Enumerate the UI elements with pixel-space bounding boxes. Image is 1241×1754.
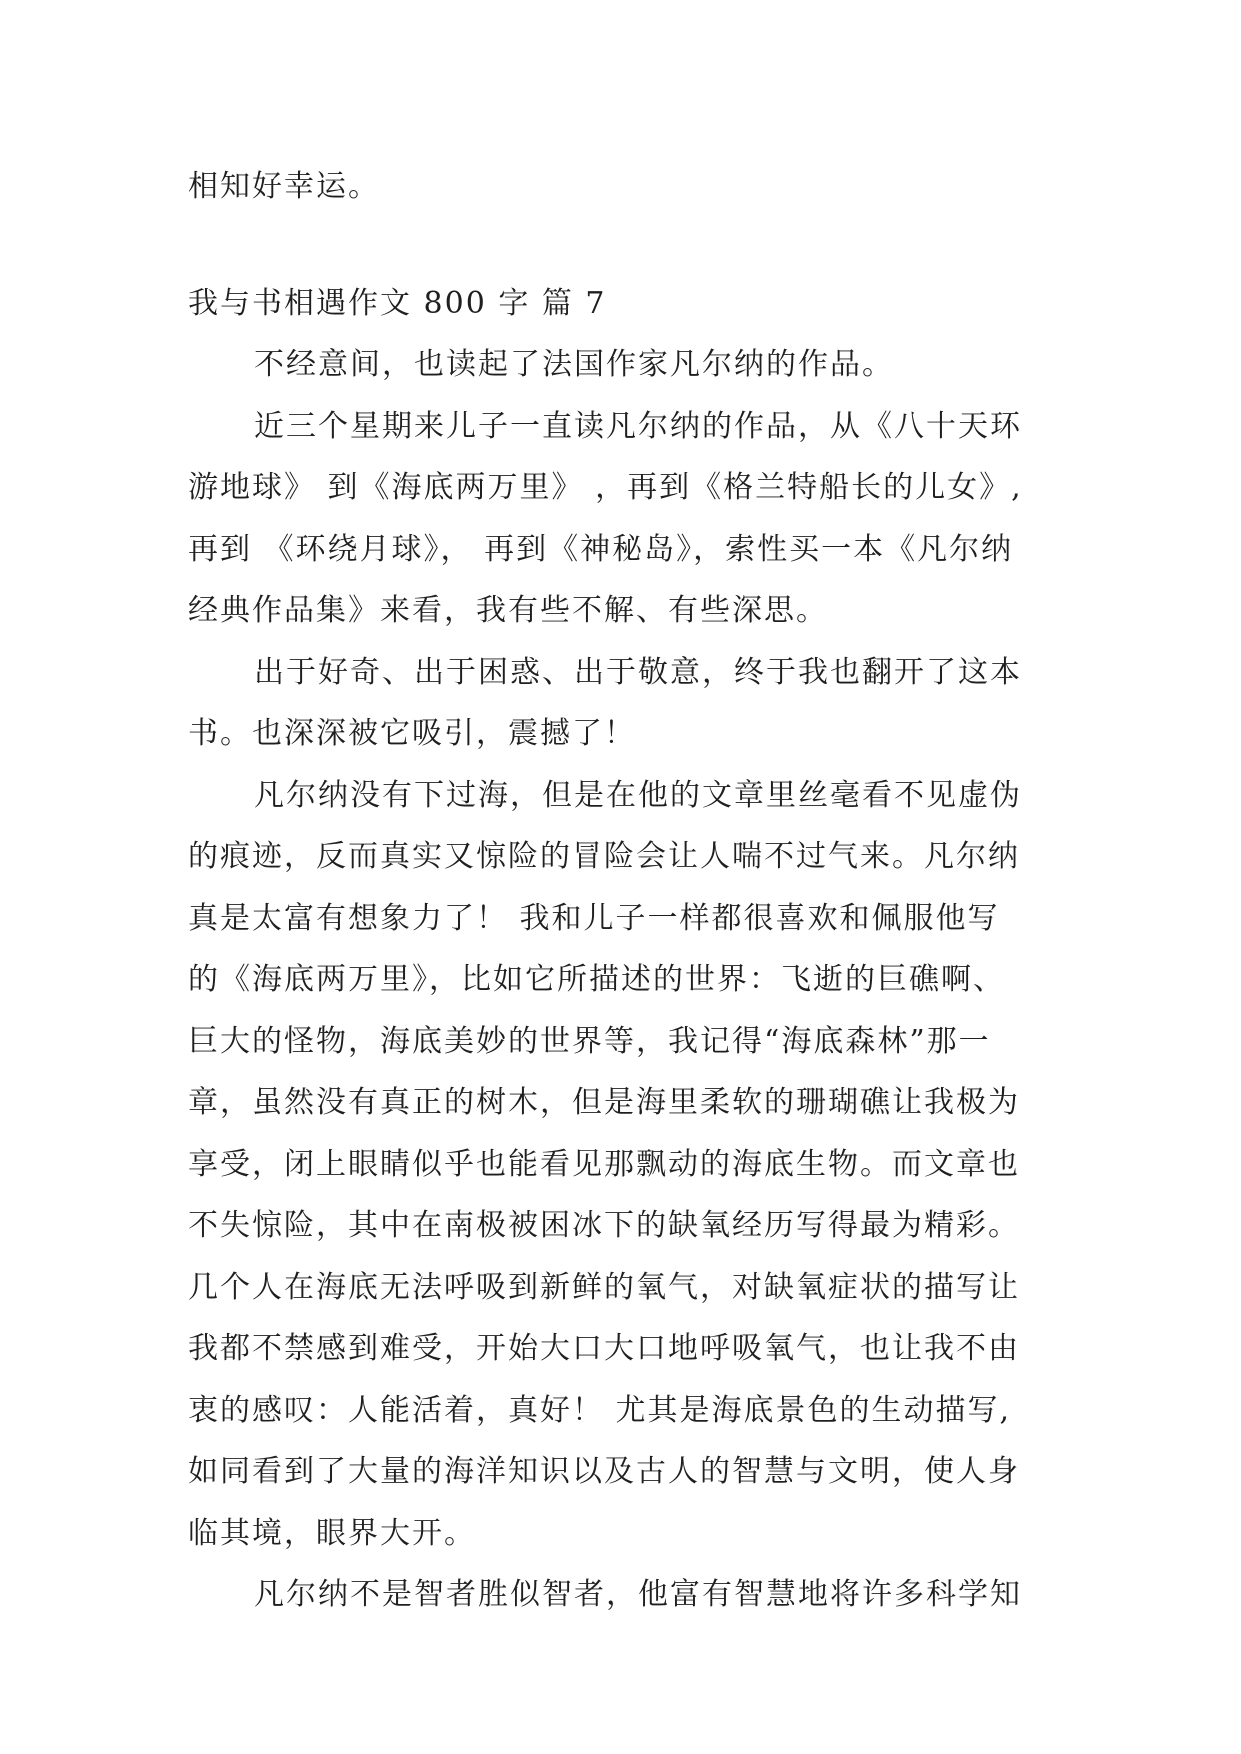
paragraph-line: 真是太富有想象力了！ 我和儿子一样都很喜欢和佩服他写: [188, 900, 1000, 936]
paragraph-line: 巨大的怪物，海底美妙的世界等，我记得“海底森林”那一: [188, 1023, 991, 1059]
paragraph-line: 出于好奇、出于困惑、出于敬意，终于我也翻开了这本: [254, 654, 1022, 690]
paragraph-line: 近三个星期来儿子一直读凡尔纳的作品，从《八十天环: [254, 408, 1022, 444]
paragraph-line: 凡尔纳不是智者胜似智者，他富有智慧地将许多科学知: [254, 1577, 1022, 1612]
paragraph-line: 的痕迹，反而真实又惊险的冒险会让人喘不过气来。凡尔纳: [188, 839, 1020, 874]
paragraph-line: 的《海底两万里》，比如它所描述的世界：飞逝的巨礁啊、: [188, 962, 1005, 997]
paragraph-line: 不失惊险，其中在南极被困冰下的缺氧经历写得最为精彩。: [188, 1208, 1020, 1243]
paragraph-line: 再到 《环绕月球》， 再到《神秘岛》，索性买一本《凡尔纳: [188, 531, 1014, 567]
carryover-line: 相知好幸运。: [188, 169, 380, 204]
paragraph-line: 如同看到了大量的海洋知识以及古人的智慧与文明，使人身: [188, 1454, 1020, 1489]
paragraph-line: 享受，闭上眼睛似乎也能看见那飘动的海底生物。而文章也: [188, 1146, 1020, 1182]
paragraph-line: 书。也深深被它吸引，震撼了！: [188, 716, 636, 751]
paragraph-line: 几个人在海底无法呼吸到新鲜的氧气，对缺氧症状的描写让: [188, 1269, 1020, 1305]
paragraph-line: 临其境，眼界大开。: [188, 1515, 476, 1551]
paragraph-gap: [188, 218, 1068, 273]
section-title: 我与书相遇作文 800 字 篇 7: [188, 285, 607, 321]
document-body: [188, 156, 1068, 1626]
paragraph-line: 衷的感叹：人能活着，真好！ 尤其是海底景色的生动描写,: [188, 1392, 1012, 1428]
paragraph-line: 我都不禁感到难受，开始大口大口地呼吸氧气，也让我不由: [188, 1331, 1020, 1366]
paragraph-line: 游地球》 到《海底两万里》 ，再到《格兰特船长的儿女》,: [188, 470, 1023, 505]
paragraph-line: 经典作品集》来看，我有些不解、有些深思。: [188, 593, 828, 628]
paragraph-line: 不经意间，也读起了法国作家凡尔纳的作品。: [254, 347, 894, 382]
paragraph-line: 凡尔纳没有下过海，但是在他的文章里丝毫看不见虚伪: [254, 777, 1022, 813]
paragraph-line: 章，虽然没有真正的树木，但是海里柔软的珊瑚礁让我极为: [188, 1085, 1020, 1120]
